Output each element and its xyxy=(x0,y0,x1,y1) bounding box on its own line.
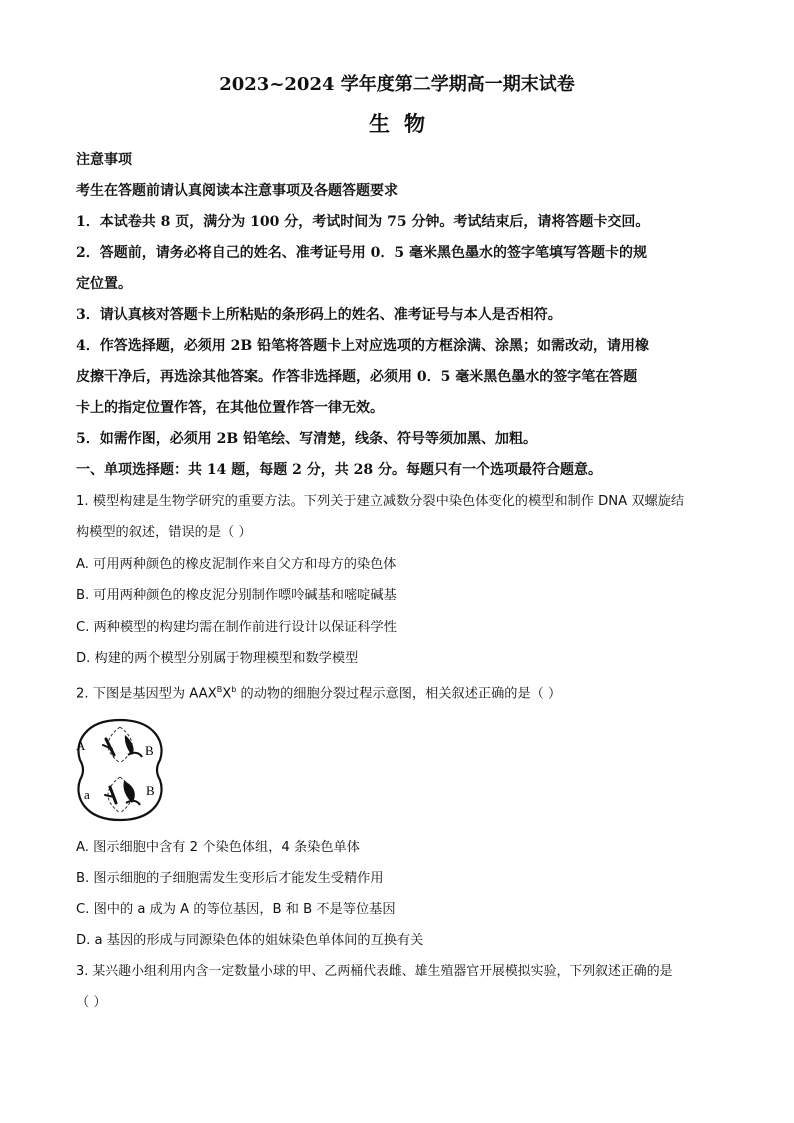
q1-stem: 1. 模型构建是生物学研究的重要方法。下列关于建立减数分裂中染色体变化的模型和制作 DNA 双螺旋结 xyxy=(76,494,685,509)
notice-item-5: 5．如需作图，必须用 2B 铅笔绘、写清楚，线条、符号等须加黑、加粗。 xyxy=(76,431,538,447)
q2-sup-1: B xyxy=(216,685,223,694)
gene-label-bottom-left: a xyxy=(84,787,90,802)
notice-item-4-cont1: 皮擦干净后，再选涂其他答案。作答非选择题，必须用 0．5 毫米黑色墨水的签字笔在答题 xyxy=(76,369,638,385)
notice-item-1: 1．本试卷共 8 页，满分为 100 分，考试时间为 75 分钟。考试结束后，请将答题卡交回。 xyxy=(76,214,650,230)
subject-title: 生物 xyxy=(369,111,439,136)
gene-label-bottom-right: B xyxy=(146,783,155,798)
q2-sup-2: b xyxy=(231,685,237,694)
q3-stem-cont: （ ） xyxy=(76,995,107,1010)
notice-heading: 注意事项 xyxy=(76,152,132,168)
notice-item-4: 4．作答选择题，必须用 2B 铅笔将答题卡上对应选项的方框涂满、涂黑；如需改动，请用橡 xyxy=(76,338,650,354)
cell-outline xyxy=(78,720,161,820)
q2-option-b: B. 图示细胞的子细胞需发生变形后才能发生受精作用 xyxy=(76,871,384,886)
q2-stem-post: 的动物的细胞分裂过程示意图，相关叙述正确的是（ ） xyxy=(236,686,562,702)
q2-option-a: A. 图示细胞中含有 2 个染色体组，4 条染色单体 xyxy=(76,840,360,855)
chromosome xyxy=(126,801,140,805)
notice-item-2: 2．答题前，请务必将自己的姓名、准考证号用 0．5 毫米黑色墨水的签字笔填写答题卡的规 xyxy=(76,245,647,261)
q1-option-c: C. 两种模型的构建均需在制作前进行设计以保证科学性 xyxy=(76,620,397,635)
chromosome xyxy=(128,753,142,757)
section-heading: 一、单项选择题：共 14 题，每题 2 分，共 28 分。每题只有一个选项最符合题意。 xyxy=(76,462,602,478)
notice-intro: 考生在答题前请认真阅读本注意事项及各题答题要求 xyxy=(76,183,398,199)
gene-label-top-right: B xyxy=(145,743,154,758)
notice-item-4-cont2: 卡上的指定位置作答，在其他位置作答一律无效。 xyxy=(76,400,384,416)
chromosome xyxy=(125,735,134,755)
gene-label-top-left: A xyxy=(76,738,86,753)
q2-stem xyxy=(76,680,718,704)
q1-option-d: D. 构建的两个模型分别属于物理模型和数学模型 xyxy=(76,651,359,666)
q1-option-a: A. 可用两种颜色的橡皮泥制作来自父方和母方的染色体 xyxy=(76,557,397,572)
q2-option-c: C. 图中的 a 成为 A 的等位基因，B 和 B 不是等位基因 xyxy=(76,902,396,917)
q1-option-b: B. 可用两种颜色的橡皮泥分别制作嘌呤碱基和嘧啶碱基 xyxy=(76,588,397,603)
chromosome xyxy=(123,781,134,803)
q1-stem-cont: 构模型的叙述，错误的是（ ） xyxy=(76,525,252,540)
cell-division-figure xyxy=(70,715,170,825)
q2-option-d: D. a 基因的形成与同源染色体的姐妹染色单体间的互换有关 xyxy=(76,933,424,948)
q3-stem: 3. 某兴趣小组利用内含一定数量小球的甲、乙两桶代表雌、雄生殖器官开展模拟实验，下列叙述正确的是 xyxy=(76,964,673,979)
q2-stem-pre: 2. 下图是基因型为 AAX xyxy=(76,686,217,702)
chromosome xyxy=(110,787,116,803)
notice-item-3: 3．请认真核对答题卡上所粘贴的条形码上的姓名、准考证号与本人是否相符。 xyxy=(76,307,562,323)
notice-item-2-cont: 定位置。 xyxy=(76,276,132,292)
q2-stem-mid: X xyxy=(222,686,232,702)
exam-title: 2023~2024 学年度第二学期高一期末试卷 xyxy=(219,74,575,95)
